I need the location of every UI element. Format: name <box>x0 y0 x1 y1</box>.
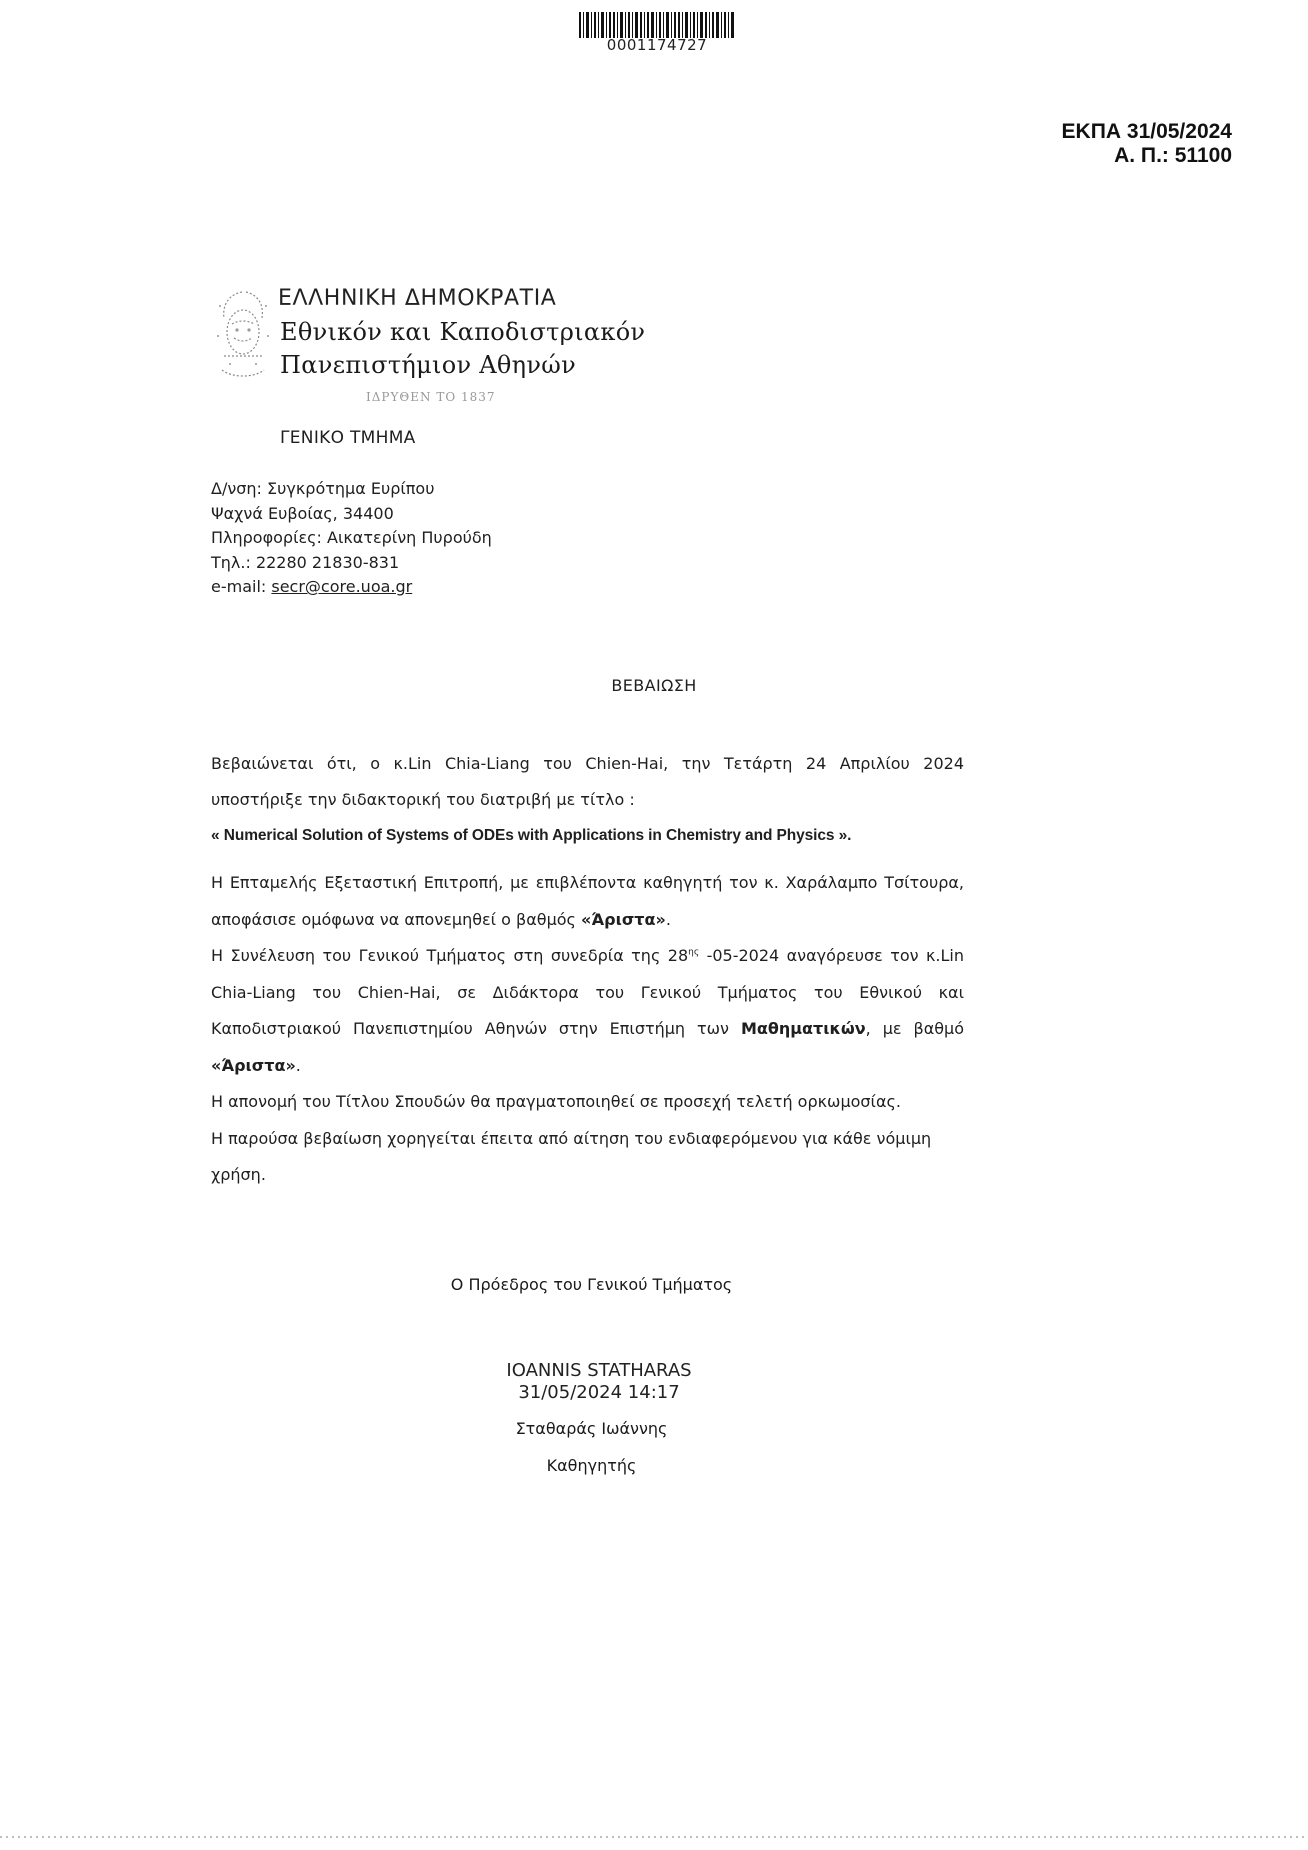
signatory-role: Ο Πρόεδρος του Γενικού Τμήματος <box>450 1275 733 1294</box>
assembly-text-end: . <box>295 1055 301 1075</box>
intro-line-1: Βεβαιώνεται ότι, ο κ.Lin Chia-Liang του Chien-Hai, την Τετάρτη 24 Απριλίου 2024 <box>211 754 964 773</box>
founded-caption: ΙΔΡΥΘΕΝ ΤΟ 1837 <box>366 390 496 404</box>
committee-line-2-text: αποφάσισε ομόφωνα να απονεμηθεί ο βαθμός <box>211 909 582 929</box>
assembly-text-1: Η Συνέλευση του Γενικού Τμήματος στη συνεδρία της 28 <box>211 946 689 965</box>
department-heading: ΓΕΝΙΚΟ ΤΜΗΜΑ <box>280 428 416 448</box>
barcode <box>577 12 737 38</box>
barcode-number: 0001174727 <box>606 36 708 54</box>
intro-line-2: υποστήριξε την διδακτορική του διατριβή με τίτλο : <box>211 790 635 809</box>
university-name <box>280 316 645 382</box>
committee-line-2-end: . <box>665 909 671 929</box>
contact-email-link[interactable]: secr@core.uoa.gr <box>271 577 413 596</box>
university-name-line1: Εθνικόν και Καποδιστριακόν <box>280 318 646 346</box>
assembly-field: Μαθηματικών <box>740 1019 866 1038</box>
certificate-body <box>211 865 964 1194</box>
signatory-title: Καθηγητής <box>546 1456 637 1475</box>
assembly-text-2: -05-2024 αναγόρευσε τον κ.Lin Chia-Liang του Chien-Hai, σε Διδάκτορα του Γενικού Τμήματος του Εθνικού και Καποδιστριακού Πανεπιστημίου Αθηνών στην Επιστήμη των <box>211 946 965 1038</box>
university-name-line2: Πανεπιστήμιον Αθηνών <box>280 351 576 379</box>
assembly-paragraph <box>211 938 964 1084</box>
committee-grade: «Άριστα» <box>581 909 666 929</box>
digital-signature-name: IOANNIS STATHARAS <box>506 1360 692 1381</box>
contact-email-label: e-mail: <box>211 577 272 596</box>
assembly-grade: «Άριστα» <box>211 1055 296 1075</box>
digital-signature <box>0 1360 1198 1404</box>
country-heading: ΕΛΛΗΝΙΚΗ ΔΗΜΟΚΡΑΤΙΑ <box>278 286 557 311</box>
thesis-title: « Numerical Solution of Systems of ODEs with Applications in Chemistry and Physics ». <box>211 827 852 844</box>
certificate-title: ΒΕΒΑΙΩΣΗ <box>611 676 697 695</box>
contact-phone: Τηλ.: 22280 21830-831 <box>211 552 400 572</box>
committee-line-2 <box>211 902 964 939</box>
assembly-text-3: , με βαθμό <box>865 1019 964 1038</box>
assembly-sup: ης <box>688 947 700 958</box>
contact-city: Ψαχνά Ευβοίας, 34400 <box>211 503 394 523</box>
protocol-number: Α. Π.: 51100 <box>1114 144 1232 167</box>
contact-info: Πληροφορίες: Αικατερίνη Πυρούδη <box>211 528 492 547</box>
signatory-name: Σταθαράς Ιωάννης <box>515 1419 668 1438</box>
protocol-date: ΕΚΠΑ 31/05/2024 <box>1061 120 1232 143</box>
protocol-block <box>1062 120 1232 168</box>
university-logo-icon <box>212 286 274 388</box>
scan-border-line <box>0 1836 1308 1838</box>
contact-block <box>211 477 492 600</box>
contact-email-row <box>211 575 492 600</box>
issue-line: Η παρούσα βεβαίωση χορηγείται έπειτα από αίτηση του ενδιαφερόμενου για κάθε νόμιμη χρήση. <box>211 1128 932 1184</box>
contact-address: Δ/νση: Συγκρότημα Ευρίπου <box>211 479 435 498</box>
certificate-intro <box>211 746 964 854</box>
committee-line-1: Η Επταμελής Εξεταστική Επιτροπή, με επιβλέποντα καθηγητή τον κ. Χαράλαμπο Τσίτουρα, <box>211 873 964 892</box>
digital-signature-date: 31/05/2024 14:17 <box>518 1382 680 1403</box>
award-line: Η απονομή του Τίτλου Σπουδών θα πραγματοποιηθεί σε προσεχή τελετή ορκωμοσίας. <box>211 1092 901 1111</box>
